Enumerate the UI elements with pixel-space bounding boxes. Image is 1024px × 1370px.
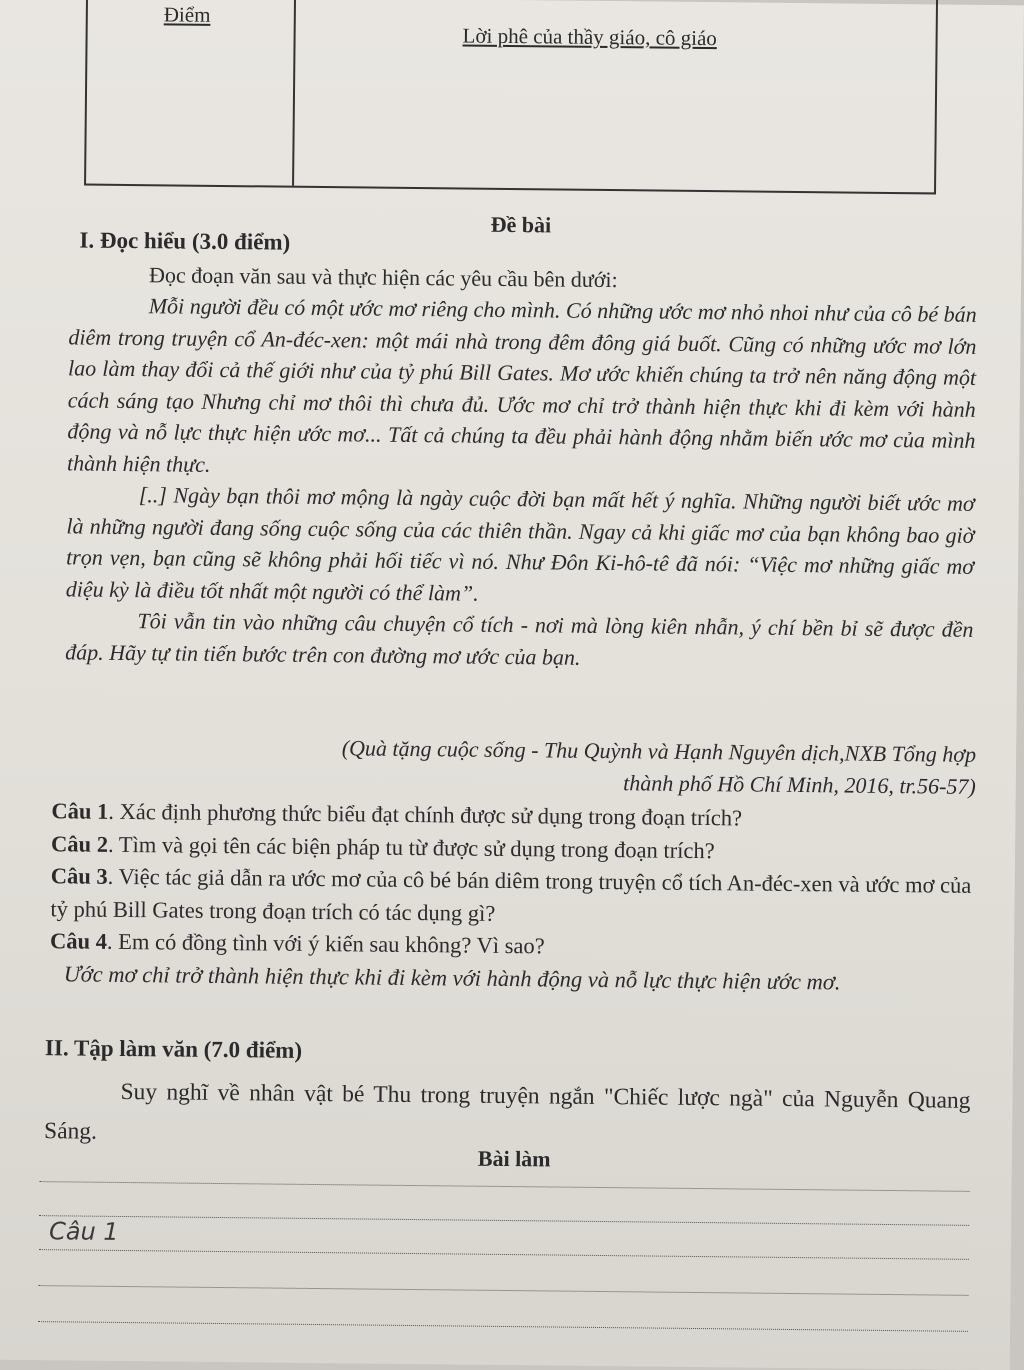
score-label: Điểm (163, 2, 211, 27)
answer-line (39, 1249, 969, 1260)
answer-title: Bài làm (477, 1145, 551, 1172)
question-4-label: Câu 4 (49, 928, 108, 954)
question-4-quote: Ước mơ chỉ trở thành hiện thực khi đi kèm với hành động và nỗ lực thực hiện ước mơ. (63, 960, 841, 994)
question-3-text: . Việc tác giả dẫn ra ước mơ của cô bé bán diêm trong truyện cổ tích An-đéc-xen và ước mơ của tỷ phú Bill Gates trong đoạn trích có tác dụng gì? (50, 863, 972, 926)
section1-title: I. Đọc hiểu (3.0 điểm) (79, 227, 291, 255)
question-2-text: . Tìm và gọi tên các biện pháp tu từ được sử dụng trong đoạn trích? (107, 831, 715, 863)
section1-instruction: Đọc đoạn văn sau và thực hiện các yêu cầu bên dưới: (148, 262, 618, 293)
grade-box-divider (292, 0, 296, 186)
section2-title: II. Tập làm văn (7.0 điểm) (44, 1035, 303, 1063)
exam-title: Đề bài (490, 211, 552, 238)
source-citation (341, 732, 976, 802)
question-2-label: Câu 2 (51, 830, 109, 857)
reading-passage (65, 289, 977, 676)
section2-prompt: Suy nghĩ về nhân vật bé Thu trong truyện ngắn "Chiếc lược ngà" của Nguyễn Quang Sáng. (43, 1078, 971, 1145)
question-4-text: . Em có đồng tình với ý kiến sau không? Vì sao? (106, 928, 545, 959)
handwritten-answer: Câu 1 (48, 1217, 119, 1246)
question-3 (50, 860, 977, 935)
answer-line (39, 1285, 969, 1296)
answer-line (40, 1181, 970, 1192)
answer-line (39, 1215, 969, 1226)
teacher-remark-label: Lời phê của thầy giáo, cô giáo (462, 23, 718, 51)
answer-line (38, 1321, 968, 1332)
passage-paragraph-1: Mỗi người đều có một ước mơ riêng cho mình. Có những ước mơ nhỏ nhoi như của cô bé bán diêm trong truyện cổ An-đéc-xen: một mái nhà trong đêm đông giá buốt. Cũng có những ước mơ lớn lao làm thay đổi cả thế giới như của tỷ phú Bill Gates. Mơ ước khiến chúng ta trở nên năng động một cách sáng tạo Nhưng chỉ mơ thôi thì chưa đủ. Ước mơ chỉ trở thành hiện thực khi đi kèm với hành động và nỗ lực thực hiện ước mơ... Tất cả chúng ta đều phải hành động nhằm biến ước mơ của mình thành hiện thực. (67, 293, 977, 477)
question-1-text: . Xác định phương thức biểu đạt chính được sử dụng trong đoạn trích? (108, 798, 743, 831)
passage-paragraph-2: [..] Ngày bạn thôi mơ mộng là ngày cuộc đời bạn mất hết ý nghĩa. Những người biết ước mơ là những người đang sống cuộc sống của các thiên thần. Ngay cả khi giấc mơ của bạn không bao giờ trọn vẹn, bạn cũng sẽ không phải hối tiếc vì nó. Như Đôn Ki-hô-tê đã nói: “Việc mơ những giấc mơ diệu kỳ là điều tốt nhất một người có thể làm”. (65, 482, 975, 606)
source-line-1: (Quà tặng cuộc sống - Thu Quỳnh và Hạnh Nguyên dịch,NXB Tổng hợp (341, 735, 977, 767)
question-3-label: Câu 3 (50, 863, 108, 889)
grade-box (84, 0, 938, 194)
source-line-2: thành phố Hồ Chí Minh, 2016, tr.56-57) (623, 769, 976, 799)
question-1-label: Câu 1 (51, 798, 109, 824)
passage-paragraph-3: Tôi vẫn tin vào những câu chuyện cổ tích - nơi mà lòng kiên nhẫn, ý chí bền bỉ sẽ được đền đáp. Hãy tự tin tiến bước trên con đường mơ ước của bạn. (65, 608, 974, 670)
question-list (50, 795, 978, 1000)
